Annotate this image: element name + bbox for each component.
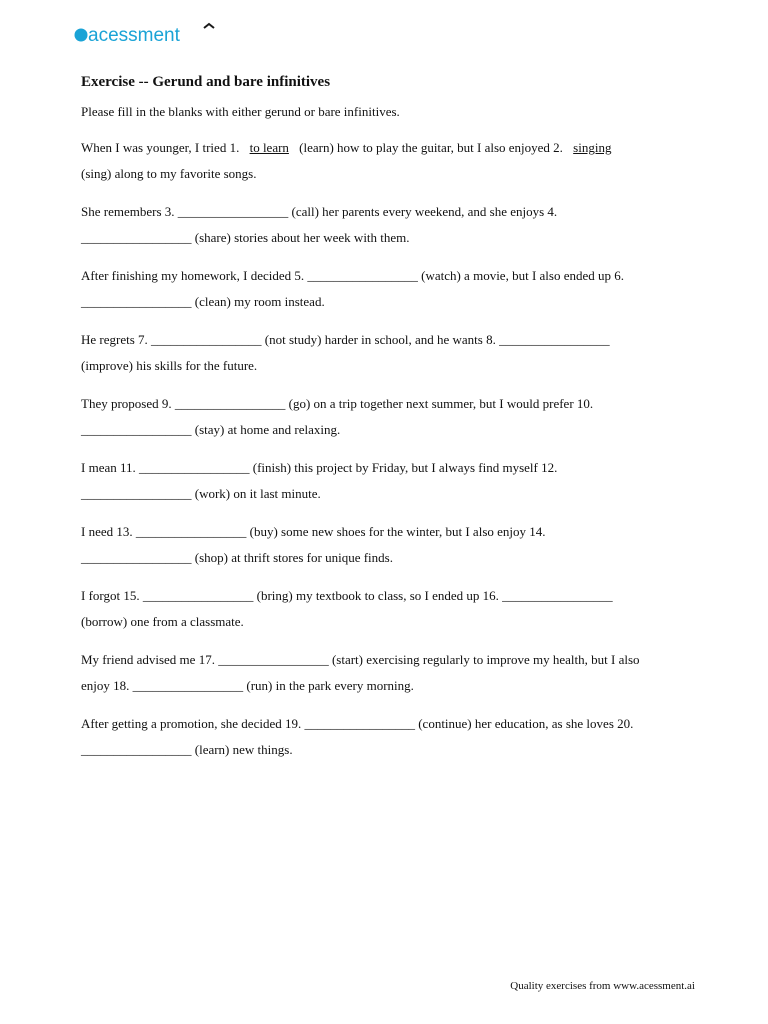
exercise-line-2: (sing) along to my favorite songs. [81,165,257,181]
exercise-item [81,327,681,378]
exercise-line-2: _________________ (share) stories about her week with them. [81,229,410,245]
exercise-item [81,647,681,698]
exercise-item [81,583,681,634]
instructions: Please fill in the blanks with either gerund or bare infinitives. [81,104,400,119]
exercise-list [81,135,681,775]
exercise-line-2: _________________ (clean) my room instead. [81,293,325,309]
exercise-line-1: I forgot 15. _________________ (bring) my textbook to class, so I ended up 16. _________________ [81,588,613,603]
exercise-line-1: I need 13. _________________ (buy) some new shoes for the winter, but I also enjoy 14. [81,524,546,539]
logo-wordmark: acessment [88,25,180,46]
exercise-line-1: They proposed 9. _________________ (go) on a trip together next summer, but I would prefer 10. [81,396,594,411]
exercise-line-2: (borrow) one from a classmate. [81,613,244,629]
exercise-line-2: _________________ (work) on it last minute. [81,485,321,501]
exercise-item [81,263,681,314]
exercise-line-2: _________________ (shop) at thrift stores for unique finds. [81,549,393,565]
exercise-item [81,199,681,250]
footer-credit: Quality exercises from www.acessment.ai [510,980,695,992]
exercise-line-2: enjoy 18. _________________ (run) in the park every morning. [81,677,414,693]
exercise-item [81,455,681,506]
exercise-item [81,519,681,570]
exercise-line-1: After finishing my homework, I decided 5. _________________ (watch) a movie, but I also ended up 6. [81,268,624,283]
exercise-line-1: After getting a promotion, she decided 19. _________________ (continue) her education, as she loves 20. [81,716,634,731]
answer-text: singing [573,140,612,155]
sentence-text: (learn) how to play the guitar, but I also enjoyed 2. [295,140,567,155]
acessment-logo [72,20,220,50]
page-title: Exercise -- Gerund and bare infinitives [81,74,331,90]
exercise-line-1 [81,135,681,161]
exercise-line-1: She remembers 3. _________________ (call) her parents every weekend, and she enjoys 4. [81,204,558,219]
exercise-line-2: _________________ (stay) at home and relaxing. [81,421,341,437]
answer-text: to learn [249,140,289,155]
exercise-line-1: I mean 11. _________________ (finish) this project by Friday, but I always find myself 12. [81,460,558,475]
exercise-line-1: He regrets 7. _________________ (not study) harder in school, and he wants 8. _________________ [81,332,610,347]
exercise-item [81,391,681,442]
exercise-item [81,135,681,186]
exercise-line-2: _________________ (learn) new things. [81,741,293,757]
sentence-text: When I was younger, I tried 1. [81,140,243,155]
exercise-line-2: (improve) his skills for the future. [81,357,258,373]
exercise-line-1: My friend advised me 17. _________________ (start) exercising regularly to improve my health, but I also [81,652,640,667]
exercise-item [81,711,681,762]
